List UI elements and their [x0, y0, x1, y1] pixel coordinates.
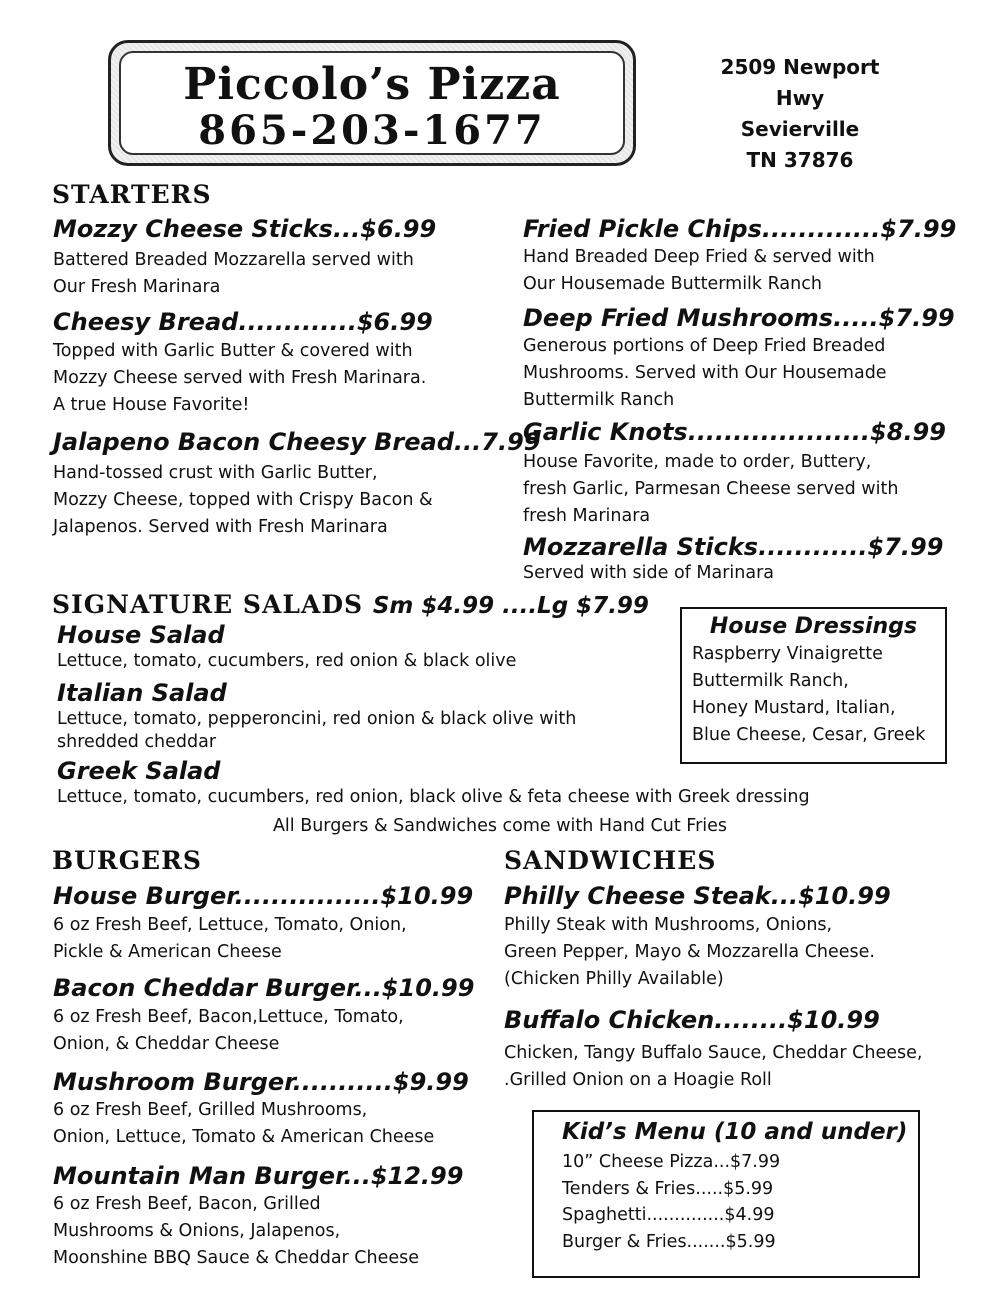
item-desc	[53, 1004, 493, 1058]
item-desc	[57, 708, 677, 754]
item-desc	[523, 562, 963, 585]
desc-line: Green Pepper, Mayo & Mozzarella Cheese.	[504, 942, 875, 962]
item-title: Bacon Cheddar Burger...$10.99	[53, 974, 475, 1002]
item-title: Jalapeno Bacon Cheesy Bread...7.99	[53, 428, 541, 456]
fries-note: All Burgers & Sandwiches come with Hand Cut Fries	[272, 816, 728, 836]
address-line: Sevierville	[740, 117, 860, 141]
desc-line: 6 oz Fresh Beef, Bacon, Grilled	[53, 1194, 321, 1214]
desc-line: .Grilled Onion on a Hoagie Roll	[504, 1070, 772, 1090]
starter-item	[53, 214, 513, 301]
kids-menu-title: Kid’s Menu (10 and under)	[562, 1119, 908, 1145]
address	[700, 52, 900, 176]
item-desc	[53, 1097, 493, 1151]
item-desc	[53, 338, 513, 419]
item-desc	[523, 449, 973, 530]
item-title: House Salad	[57, 621, 225, 649]
item-desc	[53, 247, 513, 301]
salads-heading	[52, 590, 649, 619]
item-title: Fried Pickle Chips.............$7.99	[523, 215, 957, 243]
desc-line: Our Fresh Marinara	[53, 277, 221, 297]
desc-line: Chicken, Tangy Buffalo Sauce, Cheddar Cheese,	[504, 1043, 923, 1063]
desc-line: Battered Breaded Mozzarella served with	[53, 250, 414, 270]
logo-inner	[119, 51, 625, 155]
item-desc	[57, 650, 677, 673]
salad-item	[57, 678, 677, 754]
address-line: Hwy	[775, 86, 825, 110]
item-title: Mountain Man Burger...$12.99	[53, 1162, 464, 1190]
item-desc	[523, 333, 963, 414]
restaurant-phone: 865-203-1677	[198, 107, 546, 154]
starter-item	[523, 417, 973, 530]
desc-line: 6 oz Fresh Beef, Bacon,Lettuce, Tomato,	[53, 1007, 404, 1027]
item-desc	[504, 1040, 984, 1094]
desc-line: 6 oz Fresh Beef, Lettuce, Tomato, Onion,	[53, 915, 407, 935]
desc-line: Moonshine BBQ Sauce & Cheddar Cheese	[53, 1248, 420, 1268]
item-desc	[504, 912, 974, 993]
desc-line: Our Housemade Buttermilk Ranch	[523, 274, 822, 294]
desc-line: Mushrooms. Served with Our Housemade	[523, 363, 887, 383]
desc-line: Mozzy Cheese served with Fresh Marinara.	[53, 368, 427, 388]
starters-heading: STARTERS	[52, 180, 212, 209]
item-title: Mushroom Burger...........$9.99	[53, 1068, 469, 1096]
starter-item	[523, 532, 963, 585]
kids-menu-line: 10” Cheese Pizza...$7.99	[562, 1152, 781, 1172]
dressing-line: Blue Cheese, Cesar, Greek	[692, 725, 926, 745]
desc-line: Jalapenos. Served with Fresh Marinara	[53, 517, 388, 537]
desc-line: Topped with Garlic Butter & covered with	[53, 341, 413, 361]
restaurant-name: Piccolo’s Pizza	[183, 59, 561, 110]
desc-line: Mozzy Cheese, topped with Crispy Bacon &	[53, 490, 433, 510]
item-title: Garlic Knots....................$8.99	[523, 418, 946, 446]
desc-line: Lettuce, tomato, cucumbers, red onion, black olive & feta cheese with Greek dressing	[57, 787, 810, 807]
desc-line: Pickle & American Cheese	[53, 942, 282, 962]
item-title: Philly Cheese Steak...$10.99	[504, 882, 891, 910]
starter-item	[523, 214, 963, 298]
kids-menu-line: Spaghetti..............$4.99	[562, 1205, 775, 1225]
burger-item	[53, 1161, 493, 1272]
kids-menu-line: Tenders & Fries.....$5.99	[562, 1178, 774, 1199]
desc-line: shredded cheddar	[57, 732, 217, 752]
dressing-line: Raspberry Vinaigrette	[692, 644, 883, 664]
starter-item	[523, 303, 963, 414]
desc-line: Hand-tossed crust with Garlic Butter,	[53, 463, 378, 483]
burger-item	[53, 881, 493, 966]
desc-line: Mushrooms & Onions, Jalapenos,	[53, 1221, 341, 1241]
item-title: Cheesy Bread.............$6.99	[53, 308, 433, 336]
desc-line: House Favorite, made to order, Buttery,	[523, 452, 872, 472]
burger-item	[53, 973, 493, 1058]
item-title: Italian Salad	[57, 679, 227, 707]
burger-item	[53, 1067, 493, 1151]
sandwich-item	[504, 881, 974, 993]
desc-line: (Chicken Philly Available)	[504, 969, 724, 989]
desc-line: fresh Marinara	[523, 506, 651, 526]
desc-line: Onion, & Cheddar Cheese	[53, 1034, 280, 1054]
starter-item	[53, 307, 513, 419]
desc-line: Philly Steak with Mushrooms, Onions,	[504, 915, 833, 935]
item-desc	[53, 460, 523, 541]
sandwiches-heading: SANDWICHES	[504, 846, 717, 875]
desc-line: Served with side of Marinara	[523, 563, 775, 583]
salads-heading-text: SIGNATURE SALADS	[52, 590, 364, 619]
salad-prices: Sm $4.99 ....Lg $7.99	[372, 593, 649, 619]
item-title: Mozzarella Sticks............$7.99	[523, 533, 944, 561]
desc-line: 6 oz Fresh Beef, Grilled Mushrooms,	[53, 1100, 368, 1120]
desc-line: Onion, Lettuce, Tomato & American Cheese	[53, 1127, 435, 1147]
desc-line: Generous portions of Deep Fried Breaded	[523, 336, 886, 356]
burgers-heading: BURGERS	[52, 846, 202, 875]
item-desc	[523, 244, 963, 298]
item-desc	[57, 786, 957, 809]
desc-line: Buttermilk Ranch	[523, 390, 675, 410]
logo-box	[108, 40, 636, 166]
dressings-title: House Dressings	[709, 614, 918, 639]
item-title: Greek Salad	[57, 757, 221, 785]
starter-item	[53, 427, 541, 541]
desc-line: Hand Breaded Deep Fried & served with	[523, 247, 875, 267]
item-title: Buffalo Chicken........$10.99	[504, 1006, 880, 1034]
item-title: Deep Fried Mushrooms.....$7.99	[523, 304, 955, 332]
item-title: Mozzy Cheese Sticks...$6.99	[53, 215, 437, 243]
item-title: House Burger................$10.99	[53, 882, 474, 910]
address-line: TN 37876	[746, 148, 854, 172]
address-line: 2509 Newport	[720, 55, 880, 79]
sandwich-item	[504, 1005, 984, 1094]
item-desc	[53, 912, 493, 966]
kids-menu-line: Burger & Fries.......$5.99	[562, 1231, 776, 1252]
dressings-box	[680, 607, 947, 764]
desc-line: fresh Garlic, Parmesan Cheese served with	[523, 479, 899, 499]
kids-menu-box	[532, 1110, 920, 1278]
dressing-line: Buttermilk Ranch,	[692, 671, 849, 691]
desc-line: Lettuce, tomato, cucumbers, red onion & black olive	[57, 651, 517, 671]
desc-line: A true House Favorite!	[53, 395, 250, 415]
dressing-line: Honey Mustard, Italian,	[692, 698, 896, 718]
item-desc	[53, 1191, 493, 1272]
desc-line: Lettuce, tomato, pepperoncini, red onion & black olive with	[57, 709, 577, 729]
salad-item	[57, 620, 677, 673]
